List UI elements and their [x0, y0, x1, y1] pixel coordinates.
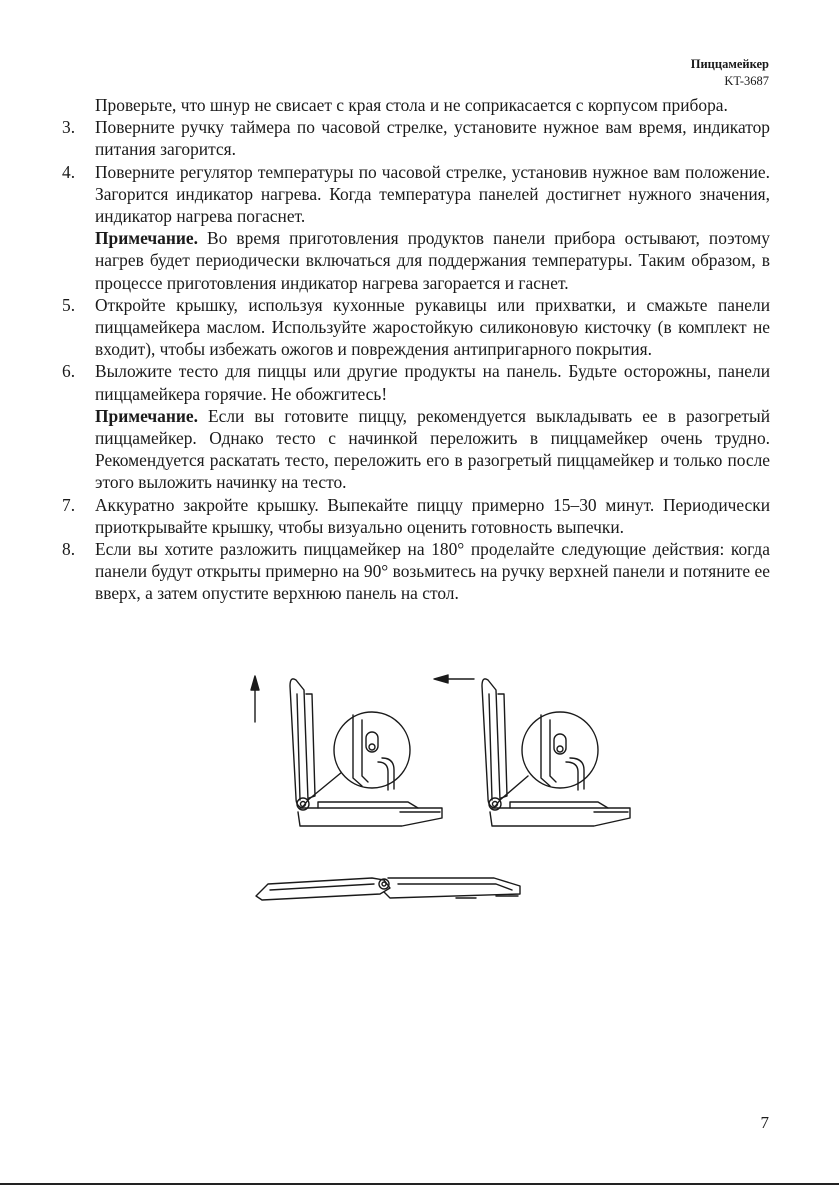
note-text: Если вы готовите пиццу, рекомендуется выкладывать ее в разогретый пиццамейкер. Однако тесто с начинкой переложить в пиццамейкер очень трудно. Рекомендуется раскатать тесто, переложить его в разогретый пиццамейкер и только после этого выложить начинку на тесто. — [95, 405, 770, 493]
step-text: Поверните ручку таймера по часовой стрелке, установите нужное вам время, индикатор питания загорится. — [95, 117, 770, 160]
up-arrow-icon — [251, 676, 259, 722]
instructions-body — [62, 94, 770, 605]
note-pizza — [95, 405, 770, 494]
step-4 — [62, 161, 770, 228]
step-number: 4. — [62, 161, 76, 182]
step-text: Аккуратно закройте крышку. Выпекайте пиццу примерно 15–30 минут. Периодически приоткрывайте крышку, чтобы визуально оценить готовность выпечки. — [95, 494, 770, 537]
model-number: KT-3687 — [724, 74, 769, 88]
page-header — [691, 56, 769, 90]
step-number: 5. — [62, 294, 76, 315]
figure-tilt-lid — [434, 675, 630, 826]
step-text: Если вы хотите разложить пиццамейкер на 180° проделайте следующие действия: когда панели будут открыты примерно на 90° возьмитесь на ручку верхней панели и потяните ее вверх, а затем опустите верхнюю панель на стол. — [95, 539, 770, 604]
step-5 — [62, 294, 770, 361]
step-text: Откройте крышку, используя кухонные рукавицы или прихватки, и смажьте панели пиццамейкера маслом. Используйте жаростойкую силиконовую кисточку (в комплект не входит), чтобы избежать ожогов и повреждения антипригарного покрытия. — [95, 294, 770, 360]
step-text: Выложите тесто для пиццы или другие продукты на панель. Будьте осторожны, панели пиццамейкера горячие. Не обожгитесь! — [95, 361, 770, 404]
step-number: 3. — [62, 117, 76, 138]
step-text: Поверните регулятор температуры по часовой стрелке, установив нужное вам положение. Загорится индикатор нагрева. Когда температура панелей достигнет нужного значения, индикатор нагрева погаснет. — [95, 161, 770, 227]
page-number: 7 — [760, 1113, 769, 1132]
note-text: Во время приготовления продуктов панели прибора остывают, поэтому нагрев будет периодически включаться для поддержания температуры. Таким образом, в процессе приготовления индикатор нагрева загорается и гаснет. — [95, 228, 770, 293]
step-number: 7. — [62, 494, 76, 515]
continuation-paragraph: Проверьте, что шнур не свисает с края стола и не соприкасается с корпусом прибора. — [95, 95, 728, 115]
step-number: 8. — [62, 539, 76, 560]
note-label: Примечание. — [95, 405, 198, 426]
step-number: 6. — [62, 361, 76, 382]
step-8 — [62, 538, 770, 605]
product-name: Пиццамейкер — [690, 57, 769, 71]
step-7 — [62, 494, 770, 538]
left-arrow-icon — [434, 675, 474, 683]
unfolding-illustration — [0, 650, 839, 920]
bottom-divider — [0, 1183, 839, 1185]
figure-lift-lid — [251, 676, 442, 826]
note-label: Примечание. — [95, 228, 198, 249]
figure-unfolded-180 — [256, 878, 520, 900]
note-temperature — [95, 227, 770, 294]
step-3 — [62, 116, 770, 160]
step-6 — [62, 360, 770, 404]
